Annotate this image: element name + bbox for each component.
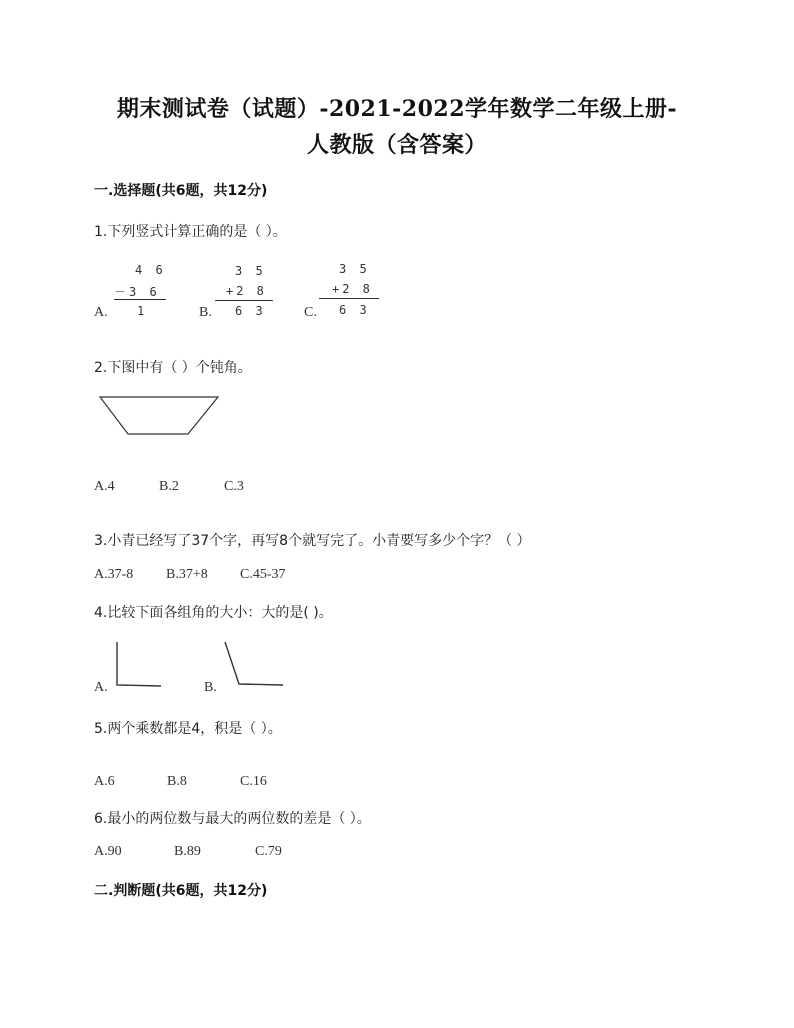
trapezoid-shape — [100, 397, 218, 434]
question-3-option-b: B.37+8 — [166, 567, 208, 582]
vertical-calc-b-rule — [215, 300, 273, 301]
vertical-calc-b-result: 6 3 — [235, 304, 266, 318]
trapezoid-figure — [98, 394, 222, 438]
document-title-line1: 期末测试卷（试题）-2021-2022学年数学二年级上册- — [116, 96, 678, 122]
question-6-option-a: A.90 — [94, 844, 122, 859]
vertical-calc-a-top: 4 6 — [135, 263, 166, 277]
question-5-option-a: A.6 — [94, 774, 115, 789]
angle-b-lines — [225, 642, 283, 685]
question-2-option-b: B.2 — [159, 479, 179, 494]
vertical-calc-a-operand: －3 6 — [114, 285, 160, 299]
question-4-option-b: B. — [204, 680, 217, 695]
angle-a-lines — [117, 642, 161, 686]
question-4-text: 4.比较下面各组角的大小：大的是( )。 — [94, 605, 333, 621]
question-3-option-c: C.45-37 — [240, 567, 286, 582]
vertical-calc-c-rule — [319, 298, 379, 299]
section-heading-judgement: 二.判断题(共6题，共12分) — [94, 883, 268, 899]
question-5-option-c: C.16 — [240, 774, 267, 789]
question-5-option-b: B.8 — [167, 774, 187, 789]
question-3-text: 3.小青已经写了37个字，再写8个就写完了。小青要写多少个字？（ ） — [94, 533, 531, 549]
question-3-option-a: A.37-8 — [94, 567, 134, 582]
question-1-text: 1.下列竖式计算正确的是（ ）。 — [94, 224, 287, 240]
option-c-label: C. — [304, 305, 317, 320]
vertical-calc-c-result: 6 3 — [339, 303, 370, 317]
vertical-calc-b-operand: +2 8 — [226, 284, 267, 298]
question-2-option-c: C.3 — [224, 479, 244, 494]
question-4-option-a: A. — [94, 680, 108, 695]
vertical-calc-a-rule — [114, 299, 166, 300]
vertical-calc-a-result: 1 — [137, 304, 148, 318]
option-b-label: B. — [199, 305, 212, 320]
document-title-line2: 人教版（含答案） — [306, 132, 487, 158]
question-6-option-c: C.79 — [255, 844, 282, 859]
vertical-calc-b-top: 3 5 — [235, 264, 266, 278]
question-6-text: 6.最小的两位数与最大的两位数的差是（ ）。 — [94, 811, 371, 827]
vertical-calc-c-top: 3 5 — [339, 262, 370, 276]
angle-b-figure — [220, 640, 286, 690]
question-2-option-a: A.4 — [94, 479, 115, 494]
option-a-label: A. — [94, 305, 108, 320]
question-2-text: 2.下图中有（ ）个钝角。 — [94, 360, 252, 376]
question-6-option-b: B.89 — [174, 844, 201, 859]
vertical-calc-c-operand: +2 8 — [332, 282, 373, 296]
question-5-text: 5.两个乘数都是4，积是（ ）。 — [94, 721, 282, 737]
section-heading-choice: 一.选择题(共6题，共12分) — [94, 183, 268, 199]
angle-a-figure — [110, 640, 166, 690]
